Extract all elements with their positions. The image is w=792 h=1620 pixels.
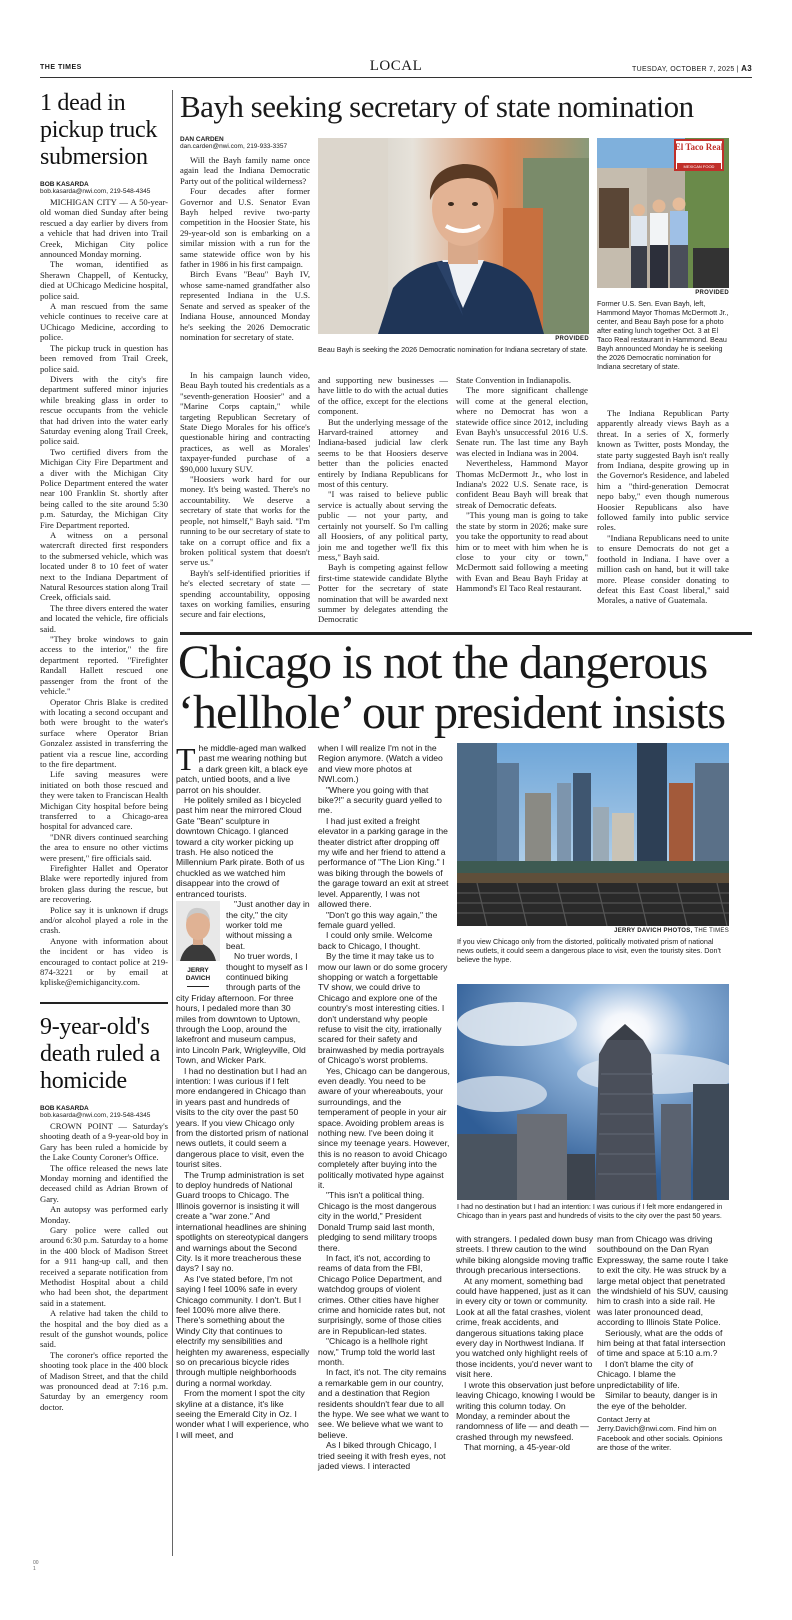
paragraph: "Don't go this way again," the female guard yelled. (318, 909, 438, 930)
paragraph: "This young man is going to take the state by storm in 2026; make sure you take the opportunity to read about him or to meet with him when he is close to your city or town," McDermott said following a meeting with Evan and Beau Bayh Friday at Hammond's El Taco Real restaurant. (456, 510, 588, 594)
page-header (40, 58, 752, 78)
paragraph: The more significant challenge will come at the general election, where no Democrat has won a statewide office since 2012, including Evan Bayh's unsuccessful 2016 U.S. Senate run. The last time any Bayh was elected in Indiana was in 2004. (456, 385, 588, 458)
paragraph: Seriously, what are the odds of him being at that fatal intersection of time and space at 5:10 a.m.? (597, 1327, 726, 1359)
bayh-column-1 (180, 155, 310, 342)
paragraph: Operator Chris Blake is credited with locating a second occupant and both were brought to the water's surface where Operator Brian Gonzalez assisted in transferring the patient via a rescue line, according to the fire department. (40, 696, 168, 769)
paragraph: The coroner's office reported the shooting took place in the 400 block of Madison Street, and that the child was pronounced dead at 7:16 p.m. Saturday by an emergency room doctor. (40, 1349, 168, 1412)
bayh-column-3 (318, 375, 448, 625)
paragraph: The three divers entered the water and located the vehicle, fire officials said. (40, 602, 168, 634)
columnist-first-name: JERRY (187, 966, 209, 974)
paragraph: In his campaign launch video, Beau Bayh touted his credentials as a "seventh-generation Hoosier" and a "Marine Corps captain," while targeting Republican Secretary of State Diego Morales for his office's questionable hiring and contracting practices, as well as Morales' taxpayer-funded purchase of a $90,000 luxury SUV. (180, 370, 310, 474)
paragraph: MICHIGAN CITY — A 50-year-old woman died Sunday after being rescued a day earlier by divers from a vehicle that had driven into Trail Creek, Michigan City police announced Monday morning. (40, 197, 168, 260)
chicago-river-photo (457, 743, 729, 926)
bayh-byline: DAN CARDEN (180, 136, 224, 143)
bayh-column-5 (597, 408, 729, 606)
paragraph: Anyone with information about the incident or has video is encouraged to contact police at 219-874-3221 or by email at kpliske@emichigancity.com. (40, 935, 168, 988)
brief2-contact[interactable]: bob.kasarda@nwi.com, 219-548-4345 (40, 1111, 151, 1119)
paragraph: Will the Bayh family name once again lead the Indiana Democratic Party out of the political wilderness? (180, 155, 310, 186)
chicago-photo-credit (457, 928, 729, 934)
beau-bayh-portrait-photo (318, 138, 589, 334)
paragraph: Four decades after former Governor and U.S. Senator Evan Bayh helped revive two-party competition in the Hoosier State, his 29-year-old son is embarking on a similar mission with a run for the same statewide office won by his father in 1986 in his first campaign. (180, 186, 310, 270)
paragraph: A witness on a personal watercraft directed first responders to the submersed vehicle, which was located under 8 to 10 feet of water next to the Indiana Department of Natural Resources station along Trail Creek, officials said. (40, 530, 168, 603)
brief2-headline: 9-year-old's death ruled a homicide (40, 1013, 161, 1094)
paragraph: The office released the news late Monday morning and identified the deceased child as Adrian Brown of Gary. (40, 1162, 168, 1204)
paragraph: "Chicago is a hellhole right now," Trump told the world last month. (318, 1336, 435, 1367)
footer-code: 00 (33, 1560, 39, 1566)
paragraph: man from Chicago was driving southbound on the Dan Ryan Expressway, the same route I take to exit the city. He was struck by a large metal object that penetrated the windshield of his SUV, causing him to crash into a side rail. He was later pronounced dead, according to Illinois State Police. (597, 1234, 729, 1328)
column-rule (172, 90, 173, 1556)
paragraph: From the moment I spot the city skyline at a distance, it's like seeing the Emerald City in Oz. I wonder what I will experience, who I will meet, and (176, 1388, 309, 1440)
paragraph: The pickup truck in question has been removed from Trail Creek, police said. (40, 342, 168, 374)
paragraph: An autopsy was performed early Monday. (40, 1204, 168, 1225)
section-name: LOCAL (369, 58, 423, 74)
paragraph: In fact, it's not, according to reams of data from the FBI, Chicago Police Department, and watchdog groups of violent crimes. Other cities have higher crime and homicide rates but, not surprisingly, some of those cities are in Republican-led states. (318, 1252, 446, 1336)
paragraph: The Indiana Republican Party apparently already views Bayh as a threat. In a series of X, formerly known as Twitter, posts Monday, the state party suggested Bayh isn't really from Indiana, despite growing up in the Governor's Residence, and labeled him a "third-generation Democrat nepo baby," even though numerous Hoosier Republicans also have followed family into public service roles. (597, 408, 729, 533)
bayh-column-4 (456, 375, 588, 594)
columnist-last-name: DAVICH (185, 974, 211, 982)
paragraph: I had no destination but I had an intention: I was curious if I felt more endangered in Chicago than in years past and hundreds of visits to the city over the past 50 years. If you view Chicago only from the distorted prism of national news outlets, it could seem a dangerous place to visit, even the tourist sites. (176, 1065, 309, 1170)
first-paragraph (176, 743, 310, 795)
chicago-column-3 (456, 1234, 598, 1453)
section-rule (180, 632, 752, 635)
credit-names: JERRY DAVICH PHOTOS, (614, 928, 693, 934)
paragraph: Bayh is competing against fellow first-time statewide candidate Blythe Potter for the secretary of state nomination that will be awarded next summer by delegates attending the Democratic (318, 562, 448, 625)
paragraph: Firefighter Hallet and Operator Blake were reportedly injured from broken glass during the rescue, but are recovering. (40, 863, 168, 905)
el-taco-real-photo (597, 138, 729, 288)
paragraph: The woman, identified as Sherawn Chappell, of Kentucky, died at UChicago Medicine hospital, police said. (40, 259, 168, 301)
bayh-headline: Bayh seeking secretary of state nomination (180, 89, 694, 124)
page-date: TUESDAY, OCTOBER 7, 2025 (632, 66, 735, 73)
bayh-byline-block (180, 136, 308, 152)
brief-divider (40, 1002, 168, 1004)
paragraph: He politely smiled as I bicycled past him near the mirrored Cloud Gate "Bean" sculpture in downtown Chicago. I glanced toward a city worker picking up trash. He also noticed the Millennium Park pirate. Both of us chuckled as we watched him disappear into the crowd of entranced tourists. (176, 795, 305, 899)
paragraph: "Where you going with that bike?!" a security guard yelled to me. (318, 784, 442, 816)
beau-bayh-figure (670, 198, 688, 289)
paragraph: "Just another day in the city," the city worker told me without missing a beat. (226, 899, 310, 951)
paragraph: State Convention in Indianapolis. (456, 375, 572, 385)
footer-sub: 1 (33, 1566, 36, 1572)
page-number: A3 (741, 64, 752, 73)
paragraph: "This isn't a political thing. Chicago is the most dangerous city in the world," President Donald Trump said last month, pledging to send military troops there. (318, 1190, 437, 1253)
paragraph: But the underlying message of the Harvard-trained attorney and Indiana-based judicial law clerk seems to be that Hoosiers deserve better than the policies enacted entirely by Indiana Republicans for most of this century. (318, 416, 448, 490)
brief2-byline: BOB KASARDA (40, 1104, 89, 1112)
paragraph: I had just exited a freight elevator in a parking garage in the theater district after dropping off my wife and her friend to attend a performance of "The Lion King." I was biking through the bowels of the garage toward an exit at street level. Apparently, I was not allowed there. (318, 815, 449, 910)
mug-divider (187, 986, 209, 987)
left-briefs-column (40, 90, 168, 1412)
paragraph: I don't blame the city of Chicago. I blame the unpredictability of life. (597, 1358, 694, 1390)
brief1-body (40, 197, 168, 988)
columnist-contact[interactable]: Contact Jerry at Jerry.Davich@nwi.com. Find him on Facebook and other socials. Opinions are those of the writer. (597, 1414, 723, 1453)
tower-image (457, 984, 729, 1200)
headline-line-2: ‘hellhole’ our president insists (178, 686, 725, 739)
paragraph: In fact, it's not. The city remains a remarkable gem in our country, and a destination that Region residents shouldn't fear due to all the hype. We see what we want to see. We believe what we want to believe. (318, 1367, 449, 1440)
paragraph: Two certified divers from the Michigan City Fire Department and a diver with the Michigan City Police Department entered the water near 100 Franklin St. shortly after being called to the site around 5:30 p.m. Saturday, the Michigan City Fire Department reported. (40, 446, 168, 530)
paragraph: "Hoosiers work hard for our money. It's being wasted. There's no accountability. We deserve a secretary of state that works for the people, not himself," Bayh said. "I'm running to be our secretary of state to take on a corrupt office and fix a broken political system that doesn't serve us." (180, 474, 310, 568)
paragraph: Life saving measures were initiated on both those rescued and they were taken to Franciscan Health Michigan City hospital before being transferred to a Chicago-area hospital for advanced care. (40, 769, 168, 832)
restaurant-image (597, 138, 729, 288)
paragraph: At any moment, something bad could have happened, just as it can in every city or town or community. Look at all the fatal crashes, violent crime, freak accidents, and dangerous situations taking place every day in Northwest Indiana. If you watched only highlight reels of those incidents, you'd never want to visit here. (456, 1275, 593, 1380)
paragraph: Bayh's self-identified priorities if he's elected secretary of state — spending accountability, opposing taxes on working families, ensuring secure and fair elections, (180, 567, 310, 620)
paragraph: That morning, a 45-year-old (464, 1442, 571, 1453)
headline-line-1: Chicago is not the dangerous (178, 636, 708, 689)
paper-name: THE TIMES (40, 64, 82, 71)
paragraph: Nevertheless, Hammond Mayor Thomas McDermott Jr., who lost in Indiana's 2022 U.S. Senate race, is confident Beau Bayh will break that streak of Democratic defeats. (456, 458, 588, 510)
paragraph: Similar to beauty, danger is in the eye of the beholder. (597, 1390, 718, 1411)
header-separator: | (736, 66, 739, 73)
evan-bayh-figure (631, 204, 647, 288)
paragraph: "They broke windows to gain access to the interior," the fire department reported. "Firefighter Randall Hallett rescued one passenger from the front of the vehicle." (40, 634, 168, 697)
photo2-caption: Former U.S. Sen. Evan Bayh, left, Hammond Mayor Thomas McDermott Jr., center, and Beau Bayh pose for a photo after eating lunch together Oct. 3 at El Taco Real restaurant in Hammond. Beau Bayh announced Monday he is seeking the 2026 Democratic nomination for Indiana secretary of state. (597, 299, 729, 371)
paragraph: As I've stated before, I'm not saying I feel 100% safe in every Chicago community. I don't. But I feel 100% more alive there. There's something about the Windy City that continues to electrify my sensibilities and heighten my awareness, especially so on precarious bicycle rides through multiple neighborhoods during a normal workday. (176, 1273, 310, 1388)
columnist-mug (176, 901, 220, 989)
brief1-contact[interactable]: bob.kasarda@nwi.com, 219-548-4345 (40, 188, 151, 195)
drop-cap: T (176, 741, 196, 777)
paragraph: The Trump administration is set to deploy hundreds of National Guard troops to Chicago. The Illinois governor is insisting it will create a "war zone." And international headlines are shining spotlights on stereotypical dangers and warnings about the Second City. Is it more treacherous these days? I say no. (176, 1169, 309, 1274)
chicago-photo1-caption: If you view Chicago only from the distorted, politically motivated prism of national news outlets, it could seem a dangerous place to visit, even the touristy sites. Don't believe the hype. (457, 937, 721, 964)
paragraph: No truer words, I thought to myself as I continued biking through parts of the city Friday afternoon. For three hours, I pedaled more than 30 miles from downtown to Uptown, through the Loop, around the lakefront and museum campus, into Lincoln Park, Wrigleyville, Old Town, and Wicker Park. (176, 951, 308, 1066)
photo2-credit: PROVIDED (695, 290, 729, 296)
paragraph: I could only smile. Welcome back to Chicago, I thought. (318, 930, 433, 951)
columnist-headshot (176, 901, 220, 961)
paragraph: A man rescued from the same vehicle continues to receive care at UChicago Medicine, according to police. (40, 301, 168, 343)
chicago-tower-photo (457, 984, 729, 1200)
brief1-byline: BOB KASARDA (40, 181, 89, 188)
paragraph: Gary police were called out around 6:30 p.m. Saturday to a home in the 400 block of Madison Street for a 911 hang-up call, and then received a separate notification from Methodist Hospital about a child who had been shot, the department said in a statement. (40, 1224, 168, 1308)
photo1-caption: Beau Bayh is seeking the 2026 Democratic nomination for Indiana secretary of state. (318, 345, 588, 354)
photo1-credit: PROVIDED (555, 336, 589, 342)
restaurant-sign-name: El Taco Real (674, 142, 724, 152)
brief2-body (40, 1121, 168, 1412)
chicago-headline (178, 638, 752, 738)
paragraph: Divers with the city's fire department suffered minor injuries while breaking glass in order to rescue occupants from the vehicle that had driven into the water early Saturday evening along Trail Creek, police said. (40, 373, 168, 447)
page-footer-code (33, 1560, 39, 1572)
paragraph: he middle-aged man walked past me wearing nothing but a dark green kilt, a black eye patch, untied boots, and a live parrot on his shoulder. (176, 743, 308, 795)
paragraph: and supporting new businesses — have little to do with the actual duties of the office, except for the elections component. (318, 375, 448, 417)
paragraph: A relative had taken the child to the hospital and the boy died as a result of the gunshot wounds, police said. (40, 1308, 168, 1350)
paragraph: "I was raised to believe public service is actually about serving the public — not your party, and certainly not yourself. So I'm calling all Hoosiers, of any political party, join me and together we'll fix this mess," Bayh said. (318, 489, 448, 562)
river-skyline-image (457, 743, 729, 926)
paragraph: As I biked through Chicago, I tried seeing it with fresh eyes, not jaded views. I interacted (318, 1440, 446, 1472)
brief1-headline: 1 dead in pickup truck submersion (40, 90, 158, 170)
restaurant-sign-sub: MEXICAN FOOD (683, 164, 715, 169)
bayh-column-2 (180, 370, 310, 620)
chicago-photo2-caption: I had no destination but I had an intention: I was curious if I felt more endangered in Chicago than in years past and hundreds of visits to the city over the past 50 years. (457, 1202, 723, 1220)
paragraph: "DNR divers continued searching the area to ensure no other victims were present," fire officials said. (40, 831, 168, 863)
paragraph: I wrote this observation just before leaving Chicago, knowing I would be writing this column today. On Monday, a reminder about the randomness of life — and death — crashed through my newsfeed. (456, 1379, 596, 1442)
paragraph: By the time it may take us to mow our lawn or do some grocery shopping or watch a forgettable TV show, we could drive to Chicago and explore one of the country's most interesting cities. I don't understand why people refuse to visit the city, irrationally scared for their safety and brainwashed by media portrayals of Chicago's worst problems. (318, 951, 448, 1066)
chicago-column-4 (597, 1234, 729, 1453)
paragraph: with strangers. I pedaled down busy streets. I threw caution to the wind while biking alongside moving traffic through precarious intersections. (456, 1234, 594, 1276)
paragraph: "Indiana Republicans need to unite to ensure Democrats do not get a foothold in Indiana. I have over a million cash on hand, but it will take more. Please consider donating to defeat this East Coast liberal," said Morales, a native of Guatemala. (597, 532, 729, 606)
portrait-image (318, 138, 589, 334)
paragraph: CROWN POINT — Saturday's shooting death of a 9-year-old boy in Gary has been ruled a homicide by the Lake County Coroner's Office. (40, 1120, 168, 1163)
paragraph: when I will realize I'm not in the Region anymore. (Watch a video and view more photos at NWI.com.) (318, 743, 443, 785)
date-page (632, 64, 752, 73)
bayh-contact[interactable]: dan.carden@nwi.com, 219-933-3357 (180, 143, 288, 150)
paragraph: Police say it is unknown if drugs and/or alcohol played a role in the crash. (40, 904, 168, 936)
credit-outlet: THE TIMES (692, 928, 729, 934)
chicago-column-2 (318, 743, 450, 1471)
paragraph: Yes, Chicago can be dangerous, even deadly. You need to be aware of your whereabouts, your surroundings, and the temperament of people in your air space. Avoiding problem areas is nothing new. I've been doing it since my teenage years. However, this is no reason to avoid Chicago completely after buying into the politically motivated hype against it. (318, 1065, 450, 1191)
chicago-column-1 (176, 743, 310, 1440)
paragraph: Birch Evans "Beau" Bayh IV, whose same-named grandfather also represented Indiana in the U.S. Senate and served as speaker of the Indiana House, announced Monday he's seeking the 2026 Democratic nomination for secretary of state. (180, 269, 310, 342)
